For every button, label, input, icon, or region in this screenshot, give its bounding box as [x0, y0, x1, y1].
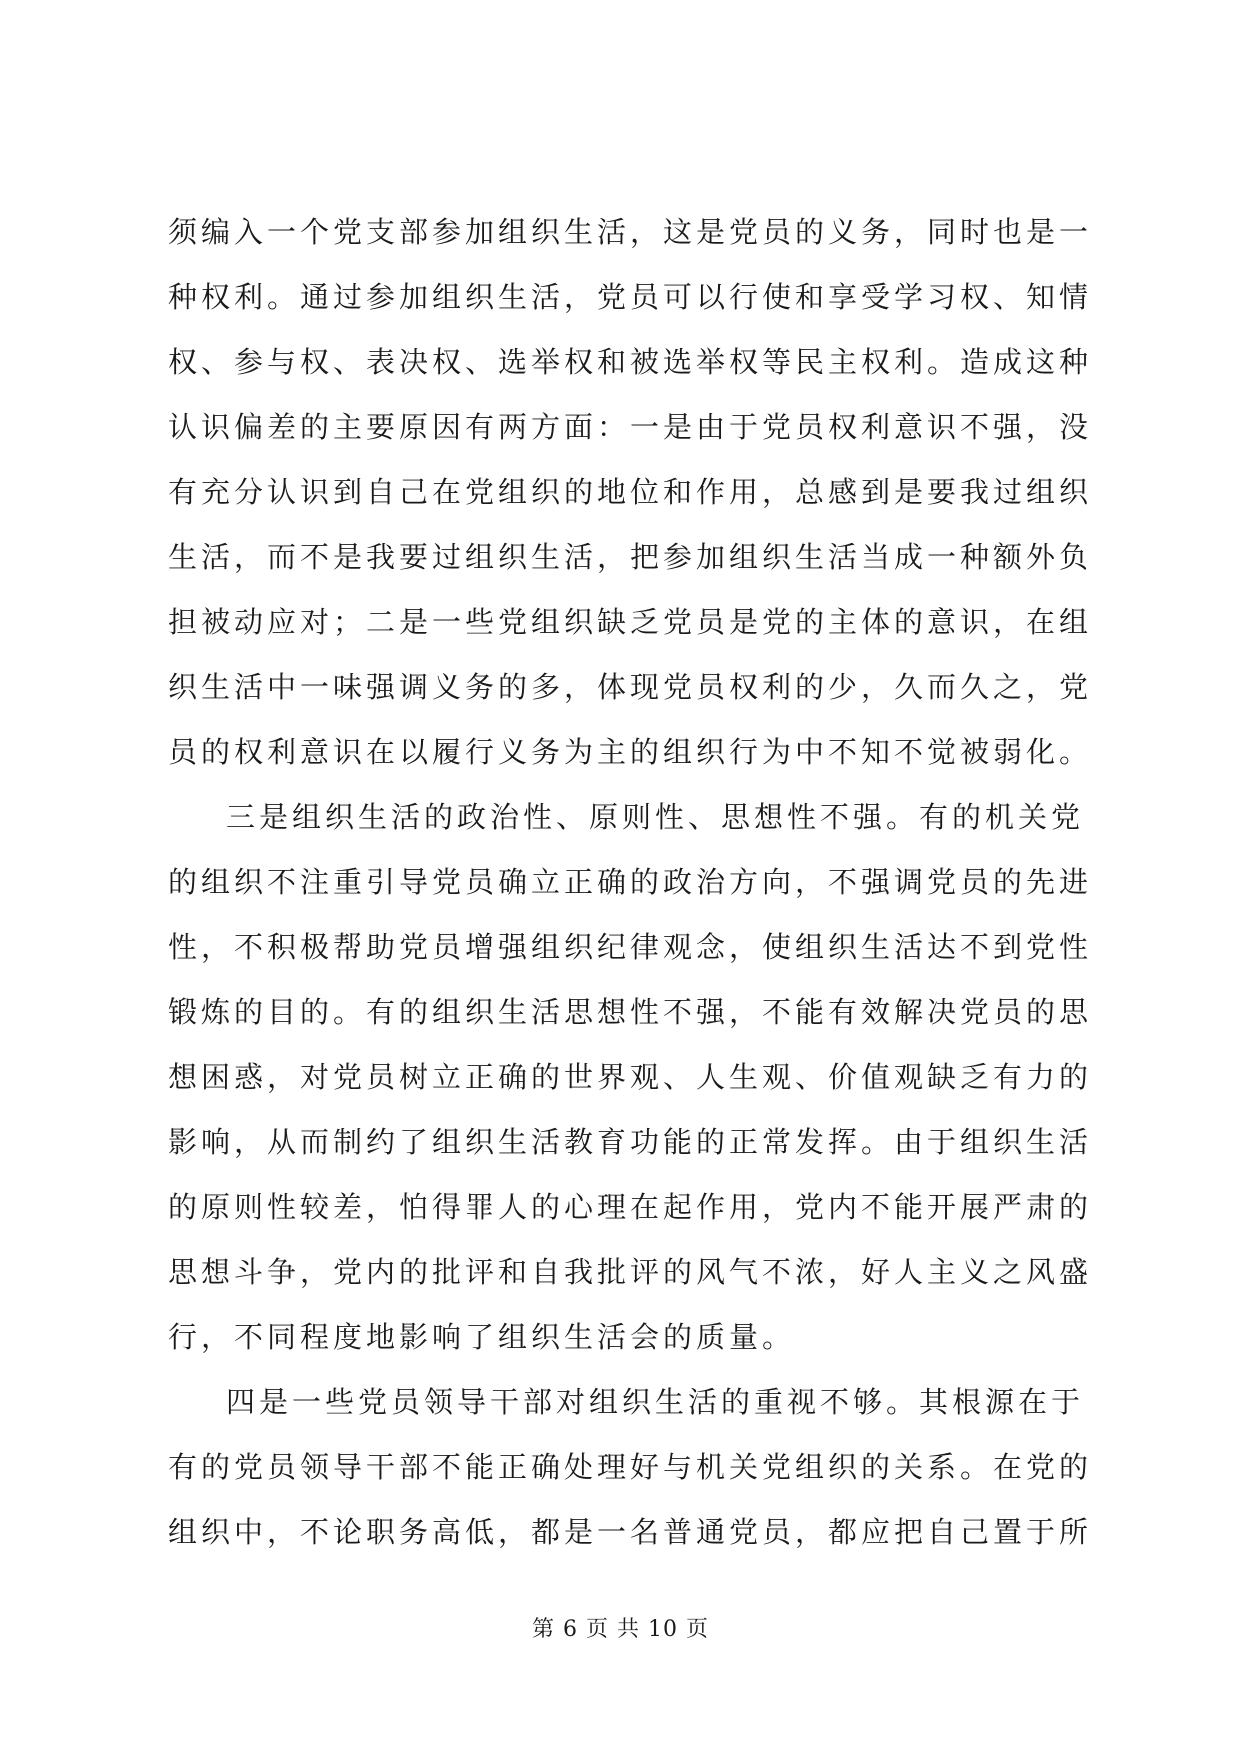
body-text	[168, 200, 1093, 1565]
text-line: 种权利。通过参加组织生活，党员可以行使和享受学习权、知情	[168, 280, 1093, 314]
page-number-footer: 第 6 页 共 10 页	[532, 1617, 709, 1642]
text-line: 员的权利意识在以履行义务为主的组织行为中不知不觉被弱化。	[168, 735, 1093, 769]
text-line: 组织中，不论职务高低，都是一名普通党员，都应把自己置于所	[168, 1515, 1093, 1549]
paragraph-start-line: 三是组织生活的政治性、原则性、思想性不强。有的机关党	[226, 800, 1085, 834]
text-line: 的原则性较差，怕得罪人的心理在起作用，党内不能开展严肃的	[168, 1190, 1093, 1224]
text-line: 须编入一个党支部参加组织生活，这是党员的义务，同时也是一	[168, 215, 1093, 249]
text-line: 性，不积极帮助党员增强组织纪律观念，使组织生活达不到党性	[168, 930, 1093, 964]
text-line: 影响，从而制约了组织生活教育功能的正常发挥。由于组织生活	[168, 1125, 1093, 1159]
text-line: 的组织不注重引导党员确立正确的政治方向，不强调党员的先进	[168, 865, 1093, 899]
text-line: 思想斗争，党内的批评和自我批评的风气不浓，好人主义之风盛	[168, 1255, 1093, 1289]
text-line: 想困惑，对党员树立正确的世界观、人生观、价值观缺乏有力的	[168, 1060, 1093, 1094]
text-line: 行，不同程度地影响了组织生活会的质量。	[168, 1320, 796, 1354]
text-line: 有的党员领导干部不能正确处理好与机关党组织的关系。在党的	[168, 1450, 1093, 1484]
text-line: 担被动应对；二是一些党组织缺乏党员是党的主体的意识，在组	[168, 605, 1093, 639]
text-line: 生活，而不是我要过组织生活，把参加组织生活当成一种额外负	[168, 540, 1093, 574]
text-line: 权、参与权、表决权、选举权和被选举权等民主权利。造成这种	[168, 345, 1093, 379]
text-line: 有充分认识到自己在党组织的地位和作用，总感到是要我过组织	[168, 475, 1093, 509]
text-line: 锻炼的目的。有的组织生活思想性不强，不能有效解决党员的思	[168, 995, 1093, 1029]
paragraph-start-line: 四是一些党员领导干部对组织生活的重视不够。其根源在于	[226, 1385, 1085, 1419]
text-line: 认识偏差的主要原因有两方面：一是由于党员权利意识不强，没	[168, 410, 1093, 444]
text-line: 织生活中一味强调义务的多，体现党员权利的少，久而久之，党	[168, 670, 1093, 704]
